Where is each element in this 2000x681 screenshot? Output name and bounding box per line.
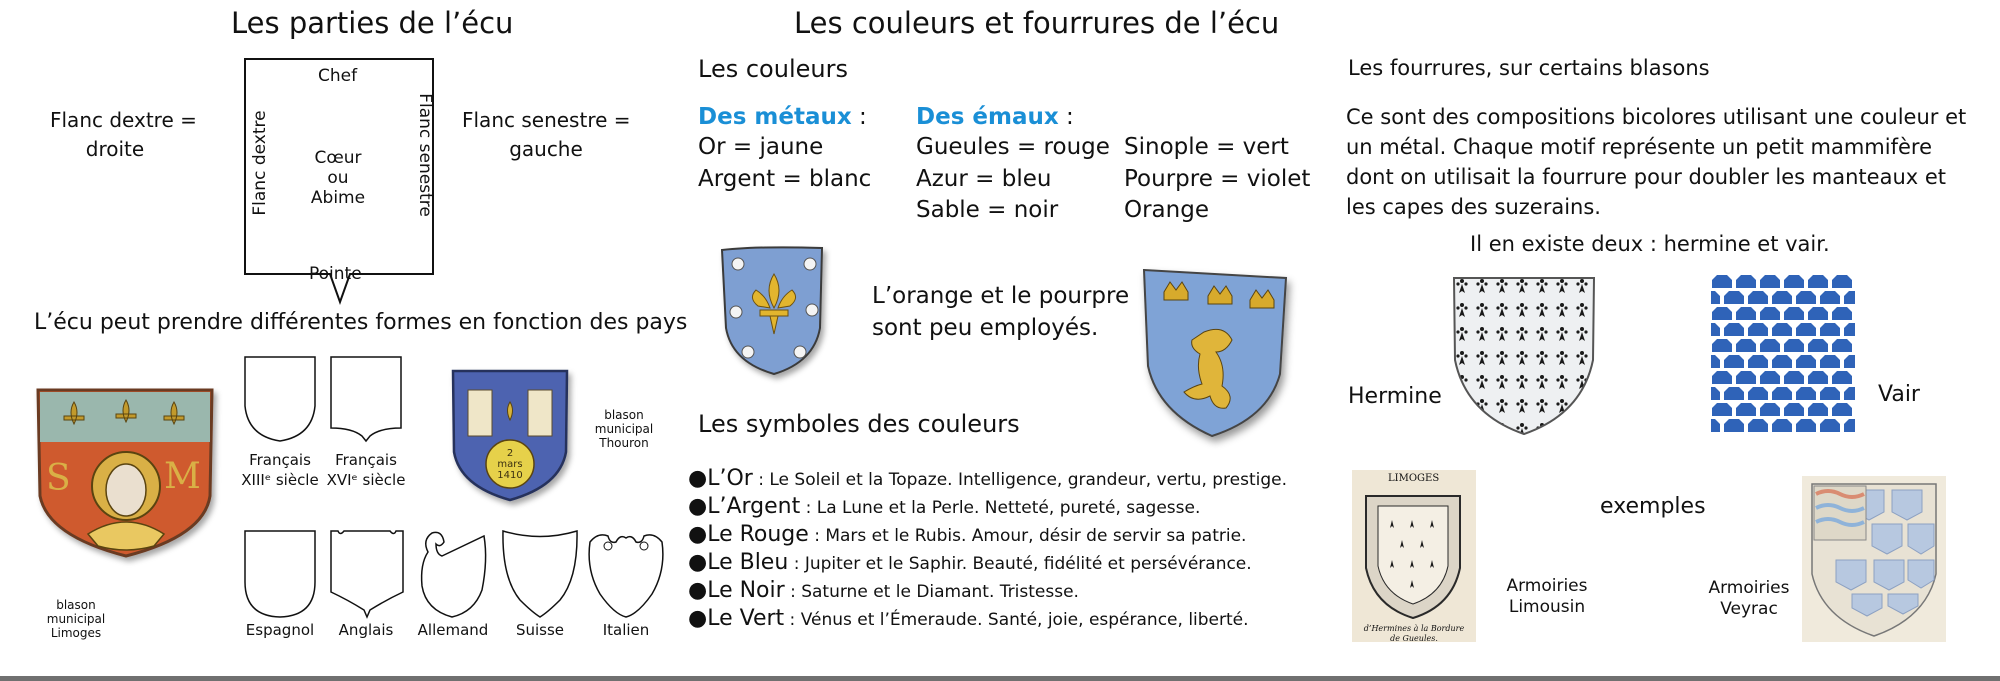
flanc-dextre-text: Flanc dextre = droite: [50, 108, 197, 161]
metaux-heading: Des métaux :: [698, 104, 867, 130]
metaux-item-or: Or = jaune: [698, 134, 824, 160]
emaux-item-azur: Azur = bleu: [916, 166, 1052, 192]
label-allemand: Allemand: [417, 621, 489, 639]
azur-fleur-de-lis-image: [718, 244, 828, 378]
bottom-border: [0, 676, 2000, 681]
fourrures-paragraph: Ce sont des compositions bicolores utilisant une couleur et un métal. Chaque motif représente un petit mammifère dont on utilisait la fourrure pour doubler les manteaux et les capes des suzerains.: [1346, 105, 1967, 219]
symbols-heading: Les symboles des couleurs: [698, 410, 1020, 438]
shield-shape-allemand: [418, 530, 488, 618]
limoges-caption: blason municipal Limoges: [46, 598, 106, 640]
limousin-caption: Armoiries Limousin: [1506, 576, 1588, 617]
shield-shape-suisse: [502, 530, 578, 618]
two-furs-line: Il en existe deux : hermine et vair.: [1470, 232, 1830, 256]
lion-azur-image: [1134, 262, 1294, 442]
colors-title: Les couleurs et fourrures de l’écu: [794, 6, 1280, 40]
shield-shape-anglais: [330, 530, 404, 618]
label-italien: Italien: [602, 621, 650, 639]
shield-shape-francais-xiii: [244, 356, 316, 442]
symbol-row-rouge: ●Le Rouge : Mars et le Rubis. Amour, désir de servir sa patrie.: [688, 522, 1247, 547]
flanc-senestre-vertical: Flanc senestre: [415, 93, 435, 217]
vair-label: Vair: [1878, 382, 1920, 407]
thouron-blazon-image: [450, 368, 570, 502]
label-francais-xiii: Français XIIIᵉ siècle: [241, 451, 319, 489]
limoges-letter-s: S: [46, 458, 71, 499]
veyrac-caption: Armoiries Veyrac: [1708, 578, 1790, 619]
exemples-label: exemples: [1600, 494, 1706, 519]
coeur-label: Cœur ou Abime: [310, 148, 366, 208]
label-anglais: Anglais: [338, 621, 394, 639]
symbol-row-vert: ●Le Vert : Vénus et l’Émeraude. Santé, joie, espérance, liberté.: [688, 606, 1249, 631]
shapes-title: L’écu peut prendre différentes formes en fonction des pays: [34, 310, 688, 335]
symbol-row-noir: ●Le Noir : Saturne et le Diamant. Tristesse.: [688, 578, 1079, 603]
symbol-row-or: ●L’Or : Le Soleil et la Topaze. Intelligence, grandeur, vertu, prestige.: [688, 466, 1288, 491]
shield-shape-italien: [586, 530, 666, 618]
shield-shape-espagnol: [244, 530, 316, 618]
emaux-item-sinople: Sinople = vert: [1124, 134, 1289, 160]
flanc-senestre-text: Flanc senestre = gauche: [462, 108, 631, 161]
orange-pourpre-note: L’orange et le pourpre sont peu employés.: [872, 283, 1130, 341]
limousin-plate-title: LIMOGES: [1388, 473, 1440, 484]
limousin-armoiries-image: [1352, 470, 1476, 642]
flanc-dextre-vertical: Flanc dextre: [250, 110, 270, 216]
symbol-row-argent: ●L’Argent : La Lune et la Perle. Netteté, pureté, sagesse.: [688, 494, 1201, 519]
pointe-label: Pointe: [309, 264, 362, 284]
hermine-shield-image: [1452, 276, 1596, 436]
emaux-heading: Des émaux :: [916, 104, 1074, 130]
emaux-item-sable: Sable = noir: [916, 197, 1059, 223]
vair-pattern-image: [1710, 274, 1856, 434]
emaux-item-gueules: Gueules = rouge: [916, 134, 1110, 160]
metaux-item-argent: Argent = blanc: [698, 166, 872, 192]
veyrac-armoiries-image: [1802, 476, 1946, 642]
thouron-seal-text: 2 mars 1410: [497, 448, 523, 481]
label-espagnol: Espagnol: [245, 621, 315, 639]
emaux-item-orange: Orange: [1124, 197, 1209, 223]
couleurs-heading: Les couleurs: [698, 55, 848, 83]
label-suisse: Suisse: [515, 621, 565, 639]
parts-title: Les parties de l’écu: [231, 6, 514, 40]
limoges-letter-m: M: [164, 456, 201, 497]
thouron-caption: blason municipal Thouron: [594, 408, 654, 450]
symbol-row-bleu: ●Le Bleu : Jupiter et le Saphir. Beauté, fidélité et persévérance.: [688, 550, 1252, 575]
label-francais-xvi: Français XVIᵉ siècle: [326, 451, 406, 489]
emaux-item-pourpre: Pourpre = violet: [1124, 166, 1311, 192]
limousin-plate-caption: d’Hermines à la Bordure de Gueules.: [1363, 624, 1465, 643]
hermine-label: Hermine: [1348, 384, 1442, 409]
fourrures-heading: Les fourrures, sur certains blasons: [1348, 56, 1710, 80]
chef-label: Chef: [318, 66, 358, 86]
shield-shape-francais-xvi: [330, 356, 402, 442]
